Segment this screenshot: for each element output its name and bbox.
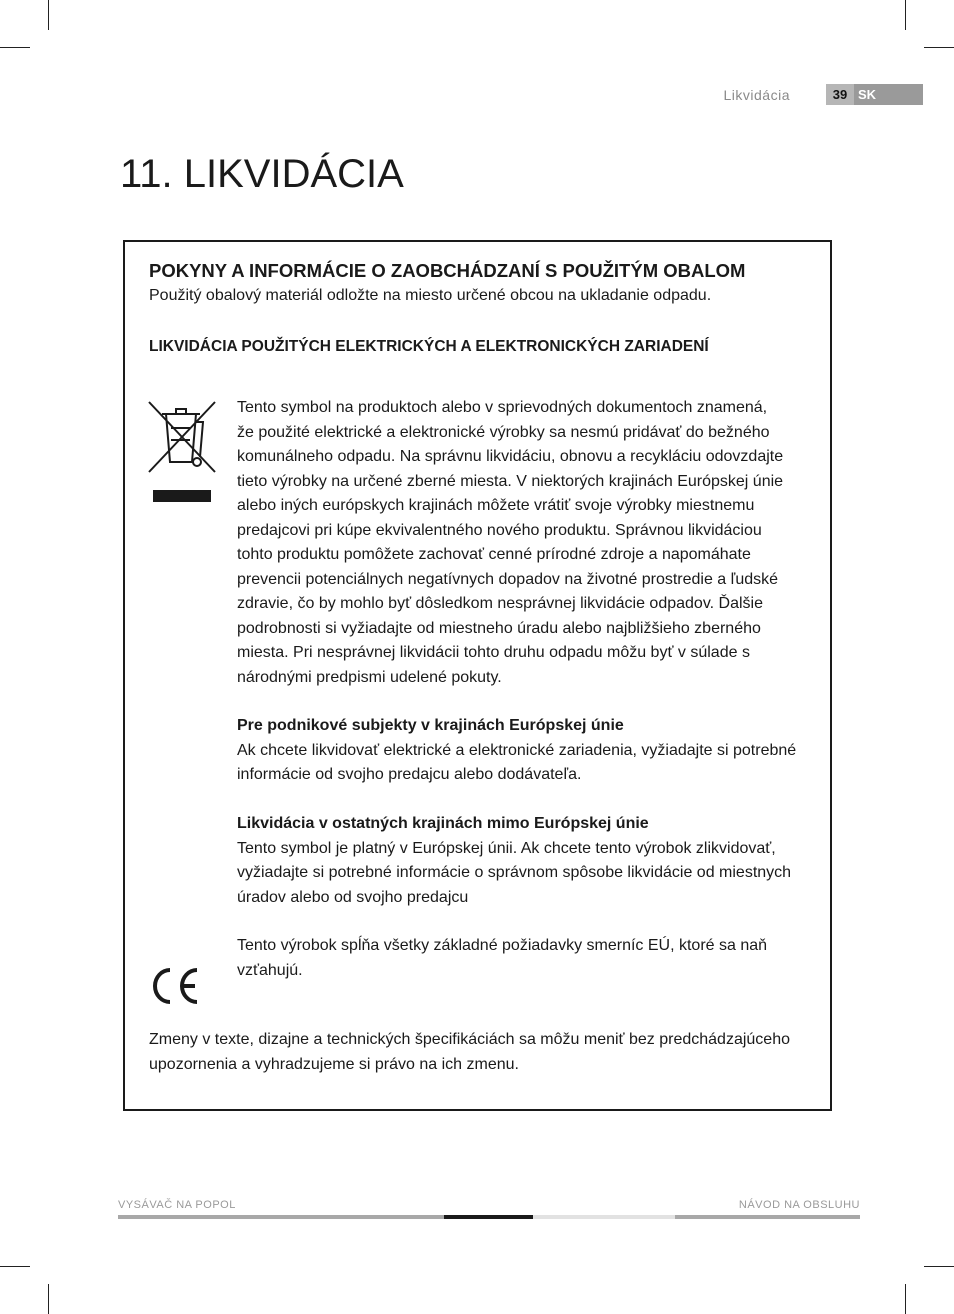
crop-mark (905, 0, 906, 30)
footer-bar (444, 1215, 533, 1219)
crop-mark (48, 1284, 49, 1314)
chapter-title: 11. LIKVIDÁCIA (120, 152, 404, 196)
running-header-section: Likvidácia (723, 87, 790, 103)
footer-manual-label: NÁVOD NA OBSLUHU (738, 1199, 860, 1211)
crop-mark (0, 1266, 30, 1267)
crop-mark (48, 0, 49, 30)
disposal-info-box (123, 240, 832, 1111)
crossed-out-wheelie-bin-icon (147, 400, 217, 504)
footer-product-name: VYSÁVAČ NA POPOL (118, 1199, 236, 1211)
eu-business-section: Pre podnikové subjekty v krajinách Európskej únie Ak chcete likvidovať elektrické a elektronické zariadenia, vyžiadajte si potrebné informácie od svojho predajcu alebo dodávateľa. (237, 714, 796, 788)
footer-bar (118, 1215, 444, 1219)
page-number: 39 (826, 84, 854, 105)
packaging-heading: POKYNY A INFORMÁCIE O ZAOBCHÁDZANÍ S POUŽITÝM OBALOM (149, 260, 746, 281)
disclaimer-paragraph: Zmeny v texte, dizajne a technických špecifikáciách sa môžu meniť bez predchádzajúceho upozornenia a vyhradzujeme si právo na ich zmenu. (149, 1031, 790, 1073)
ce-paragraph: Tento výrobok spĺňa všetky základné požiadavky smerníc EÚ, ktoré sa naň vzťahujú. (237, 937, 768, 979)
language-tag: SK (854, 84, 923, 105)
weee-heading: LIKVIDÁCIA POUŽITÝCH ELEKTRICKÝCH A ELEKTRONICKÝCH ZARIADENÍ (149, 338, 709, 355)
footer-bar (675, 1215, 860, 1219)
crop-mark (924, 47, 954, 48)
packaging-text: Použitý obalový materiál odložte na miesto určené obcou na ukladanie odpadu. (149, 287, 712, 304)
non-eu-section: Likvidácia v ostatných krajinách mimo Európskej únie Tento symbol je platný v Európskej únii. Ak chcete tento výrobok zlikvidovať, vyžiadajte si potrebné informácie o správnom spôsobe likvidácie od miestnych úradov alebo od svojho predajcu (237, 812, 791, 910)
weee-paragraph: Tento symbol na produktoch alebo v sprievodných dokumentoch znamená, že použité elektrické a elektronické výrobky sa nesmú pridávať do bežného komunálneho odpadu. Na správnu likvidáciu, obnovu a recykláciu odovzdajte tieto výrobky na určené zberné miesta. V niektorých krajinách Európskej únie alebo iných európskych krajinách môžete vrátiť svoje výrobky miestnemu predajcovi pri kúpe ekvivalentného nového produktu. Správnou likvidáciou tohto produktu pomôžete zachovať cenné prírodné zdroje a napomáhate prevencii potenciálnych negatívnych dopadov na životné prostredie a ľudské zdravie, čo by mohlo byť dôsledkom nesprávnej likvidácie odpadov. Ďalšie podrobnosti si vyžiadajte od miestneho úradu alebo najbližšieho zberného miesta. Pri nesprávnej likvidácii tohto druhu odpadu môžu byť v súlade s národnými predpismi udelené pokuty. (237, 399, 784, 686)
crop-mark (0, 47, 30, 48)
eu-business-heading: Pre podnikové subjekty v krajinách Európskej únie (237, 717, 624, 734)
non-eu-heading: Likvidácia v ostatných krajinách mimo Európskej únie (237, 815, 649, 832)
footer-bar (533, 1215, 675, 1219)
crop-mark (905, 1284, 906, 1314)
ce-mark-icon (147, 964, 203, 1008)
crop-mark (924, 1266, 954, 1267)
